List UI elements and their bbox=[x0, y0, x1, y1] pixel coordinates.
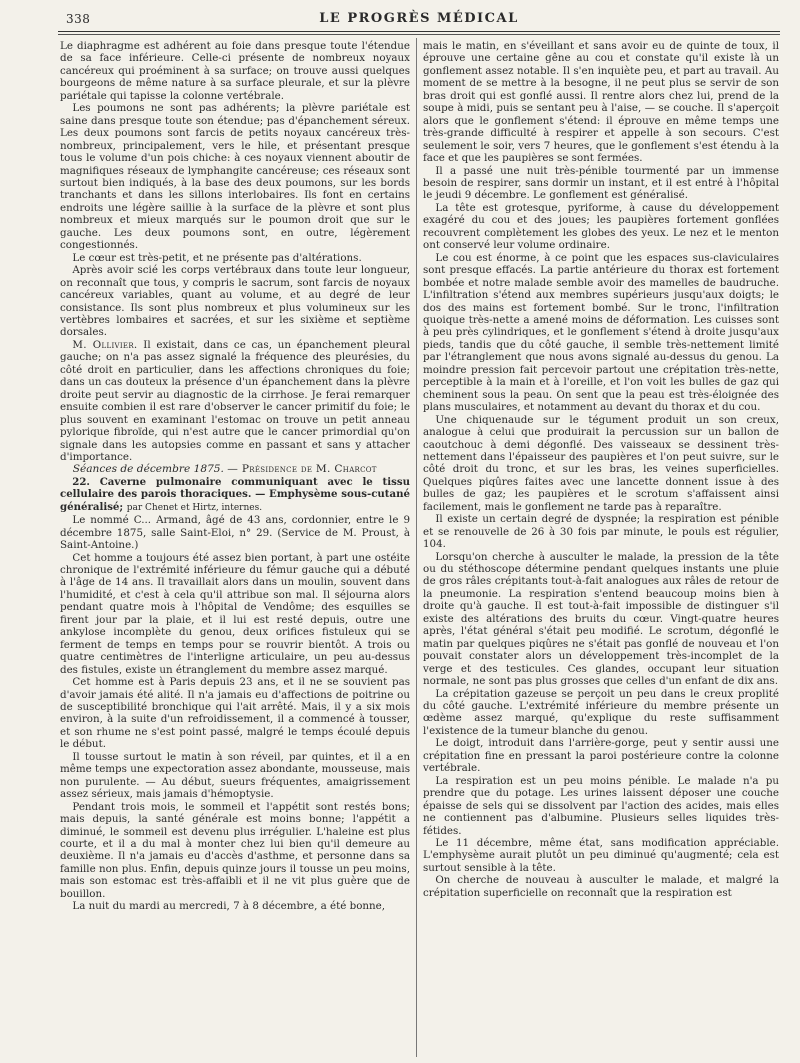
paragraph: Les poumons ne sont pas adhérents; la plèvre pariétale est saine dans presque toute son étendue; pas d'épanchement séreux. Les deux poumons sont farcis de petits noyaux cancéreux très-nombreux, principalement, vers le hile, et présentant presque tous le volume d'un pois chiche: à ces noyaux viennent aboutir de magnifiques réseaux de lymphangite cancéreuse; ces réseaux sont surtout bien indiqués, à la base des deux poumons, sur les bords tranchants et dans les sillons interlobaires. Ils font en certains endroits une légère saillie à la surface de la plèvre et sont plus nombreux et mieux marqués sur le poumon droit que sur le gauche. Les deux poumons sont, en outre, légèrement congestionnés. bbox=[60, 102, 410, 252]
section-heading bbox=[60, 463, 410, 475]
paragraph: Le cœur est très-petit, et ne présente pas d'altérations. bbox=[72, 251, 362, 264]
paragraph: Le nommé C... Armand, âgé de 43 ans, cordonnier, entre le 9 décembre 1875, salle Saint-Eloi, n° 29. (Service de M. Proust, à Saint-Antoine.) bbox=[60, 514, 410, 552]
paragraph: Cet homme a toujours été assez bien portant, à part une ostéite chronique de l'extrémité inférieure du fémur gauche qui a débuté à l'âge de 14 ans. Il travaillait alors dans un moulin, souvent dans l'humidité, et c'est à cela qu'il attribue son mal. Il séjourna alors pendant quatre mois à l'hôpital de Vendôme; des esquilles se firent jour par la plaie, et il lui est resté depuis, outre une ankylose incomplète du genou, deux orifices fistuleux qui se ferment de temps en temps pour se rouvrir bientôt. A trois ou quatre centimètres de l'interligne articulaire, un peu au-dessus des fistules, existe un étranglement du membre assez marqué. bbox=[60, 551, 410, 676]
journal-title: LE PROGRÈS MÉDICAL bbox=[319, 11, 519, 26]
paragraph: Après avoir scié les corps vertébraux dans toute leur longueur, on reconnaît que tous, y compris le sacrum, sont farcis de noyaux cancéreux variables, quant au volume, et au degré de leur consistance. Ils sont plus nombreux et plus volumineux sur les vertèbres lombaires et sacrées, et sur les sixième et septième dorsales. bbox=[60, 264, 410, 339]
paragraph: Une chiquenaude sur le tégument produit un son creux, analogue à celui que produirait la percussion sur un ballon de caoutchouc à demi dégonflé. Des vaisseaux se dessinent très-nettement dans l'épaisseur des paupières et l'on peut suivre, sur le côté droit du tronc, et sur les bras, les veines superficielles. Quelques piqûres faites avec une lancette donnent issue à des bulles de gaz; les paupières et le scrotum s'affaissent ainsi facilement, mais le gonflement ne tarde pas à reparaître. bbox=[423, 413, 779, 513]
case-authors: par Chenet et Hirtz, internes. bbox=[126, 502, 263, 513]
page-number: 338 bbox=[66, 12, 91, 26]
paragraph: Le 11 décembre, même état, sans modification appréciable. L'emphysème aurait plutôt un peu diminué qu'augmenté; cela est surtout sensible à la tête. bbox=[423, 837, 779, 874]
seance-presidence: — Présidence de M. Charcot bbox=[227, 463, 377, 476]
paragraph: Lorsqu'on cherche à ausculter le malade, la pression de la tête ou du stéthoscope détermine pendant quelques instants une pluie de gros râles crépitants tout-à-fait analogues aux râles de retour de la pneumonie. La respiration s'entend beaucoup moins bien à droite qu'à gauche. Il est tout-à-fait impossible de distinguer s'il existe des altérations des bruits du cœur. Vingt-quatre heures après, l'état général s'était peu modifié. Le scrotum, dégonflé le matin par quelques piqûres ne s'était pas gonflé de nouveau et l'on pouvait constater alors un développement très-incomplet de la verge et des testicules. Ces glandes, occupant leur situation normale, ne sont pas plus grosses que celles d'un enfant de dix ans. bbox=[423, 550, 779, 688]
case-title bbox=[60, 476, 410, 514]
seance-date: Séances de décembre 1875. bbox=[72, 463, 224, 476]
column-divider bbox=[416, 38, 417, 1057]
paragraph: Le cou est énorme, à ce point que les espaces sus-claviculaires sont presque effacés. La partie antérieure du thorax est fortement bombée et notre malade semble avoir des mamelles de baudruche. L'infiltration s'étend aux membres supérieurs jusqu'aux doigts; le dos des mains est fortement bombé. Sur le tronc, l'infiltration quoique très-nette a amené moins de déformation. Les cuisses sont à peu près cylindriques, et le gonflement s'étend à droite jusqu'aux pieds, tandis que du côté gauche, il semble très-nettement limité par l'étranglement que nous avons signalé au-dessus du genou. La moindre pression fait percevoir partout une crépitation très-nette, perceptible à la main et à l'oreille, et l'on voit les bulles de gaz qui cheminent sous la peau. On sent que la peau est très-éloignée des plans musculaires, et notamment au devant du thorax et du cou. bbox=[423, 251, 779, 414]
paragraph: Le diaphragme est adhérent au foie dans presque toute l'étendue de sa face inférieure. Celle-ci présente de nombreux noyaux cancéreux qui proéminent à sa surface; on trouve aussi quelques bourgeons de même nature à sa surface pleurale, et sur la plèvre pariétale qui tapisse la colonne vertébrale. bbox=[60, 40, 410, 102]
paragraph: Le doigt, introduit dans l'arrière-gorge, peut y sentir aussi une crépitation fine en pressant la paroi postérieure contre la colonne vertébrale. bbox=[423, 737, 779, 775]
paragraph: Cet homme est à Paris depuis 23 ans, et il ne se souvient pas d'avoir jamais été alité. Il n'a jamais eu d'affections de poitrine ou de susceptibilité bronchique qui l'ait arrêté. Mais, il y a six mois environ, à la suite d'un refroidissement, il a commencé à tousser, et son rhume ne s'est point passé, malgré le temps écoulé depuis le début. bbox=[60, 676, 410, 751]
right-column bbox=[423, 40, 779, 1057]
paragraph: La tête est grotesque, pyriforme, à cause du développement exagéré du cou et des joues; les paupières fortement gonflées recouvrent complètement les globes des yeux. Le nez et le menton ont conservé leur volume ordinaire. bbox=[423, 201, 779, 252]
speaker-name: M. Ollivier. bbox=[72, 338, 138, 351]
case-title-text: 22. Caverne pulmonaire communiquant avec le tissu cellulaire des parois thoraciques. — Emphysème sous-cutané généralisé; bbox=[60, 475, 410, 513]
paragraph: Pendant trois mois, le sommeil et l'appétit sont restés bons; mais depuis, la santé générale est moins bonne; l'appétit a diminué, le sommeil est devenu plus irrégulier. L'haleine est plus courte, et il a du mal à monter chez lui bien qu'il demeure au deuxième. Il n'a jamais eu d'accès d'asthme, et personne dans sa famille non plus. Enfin, depuis quinze jours il tousse un peu moins, mais son estomac est très-affaibli et il ne vit plus guère que de bouillon. bbox=[60, 800, 410, 900]
paragraph: Il a passé une nuit très-pénible tourmenté par un immense besoin de respirer, sans dormir un instant, et il est entré à l'hôpital le jeudi 9 décembre. Le gonflement est généralisé. bbox=[423, 164, 779, 202]
left-column bbox=[60, 40, 410, 1057]
paragraph: mais le matin, en s'éveillant et sans avoir eu de quinte de toux, il éprouve une certaine gêne au cou et constate qu'il existe là un gonflement assez notable. Il s'en inquiète peu, et part au travail. Au moment de se mettre à la besogne, il ne peut plus se servir de son bras droit qui est gonflé aussi. Il rentre alors chez lui, prend de la soupe à midi, puis se sentant peu à l'aise, — se couche. Il s'aperçoit alors que le gonflement s'étend: il éprouve en même temps une très-grande difficulté à respirer et appelle à son secours. C'est seulement le soir, vers 7 heures, que le gonflement s'est étendu à la face et que les paupières se sont fermées. bbox=[423, 40, 779, 165]
paragraph-text: Il existait, dans ce cas, un épanchement pleural gauche; on n'a pas assez signalé la fréquence des pleurésies, du côté droit en particulier, dans les affections chroniques du foie; dans un cas douteux la présence d'un épanchement dans la plèvre droite peut servir au diagnostic de la cirrhose. Je ferai remarquer ensuite combien il est rare d'observer le cancer primitif du foie; le plus souvent en examinant l'estomac on trouve un petit anneau pylorique fibroïde, qui n'est autre que le cancer primordial qu'on signale dans les autopsies comme en passant et sans y attacher d'importance. bbox=[60, 338, 410, 463]
paragraph: La respiration est un peu moins pénible. Le malade n'a pu prendre que du potage. Les urines laissent déposer une couche épaisse de sels qui se dissolvent par l'action des acides, mais elles ne contiennent pas d'albumine. Plusieurs selles liquides très-fétides. bbox=[423, 774, 779, 837]
page-header bbox=[58, 10, 780, 30]
paragraph: Il existe un certain degré de dyspnée; la respiration est pénible et se renouvelle de 26 à 30 fois par minute, le pouls est régulier, 104. bbox=[423, 513, 779, 551]
header-rule bbox=[58, 31, 780, 35]
paragraph: La crépitation gazeuse se perçoit un peu dans le creux proplité du côté gauche. L'extrémité inférieure du membre présente un œdème assez marqué, qu'explique du reste suffisamment l'existence de la tumeur blanche du genou. bbox=[423, 687, 779, 737]
paragraph: Il tousse surtout le matin à son réveil, par quintes, et il a en même temps une expectoration assez abondante, mousseuse, mais non purulente. — Au début, sueurs fréquentes, amaigrissement assez sérieux, mais jamais d'hémoptysie. bbox=[60, 750, 410, 801]
paragraph bbox=[60, 339, 410, 464]
paragraph: On cherche de nouveau à ausculter le malade, et malgré la crépitation superficielle on reconnaît que la respiration est bbox=[423, 874, 779, 899]
paragraph: La nuit du mardi au mercredi, 7 à 8 décembre, a été bonne, bbox=[72, 900, 386, 913]
